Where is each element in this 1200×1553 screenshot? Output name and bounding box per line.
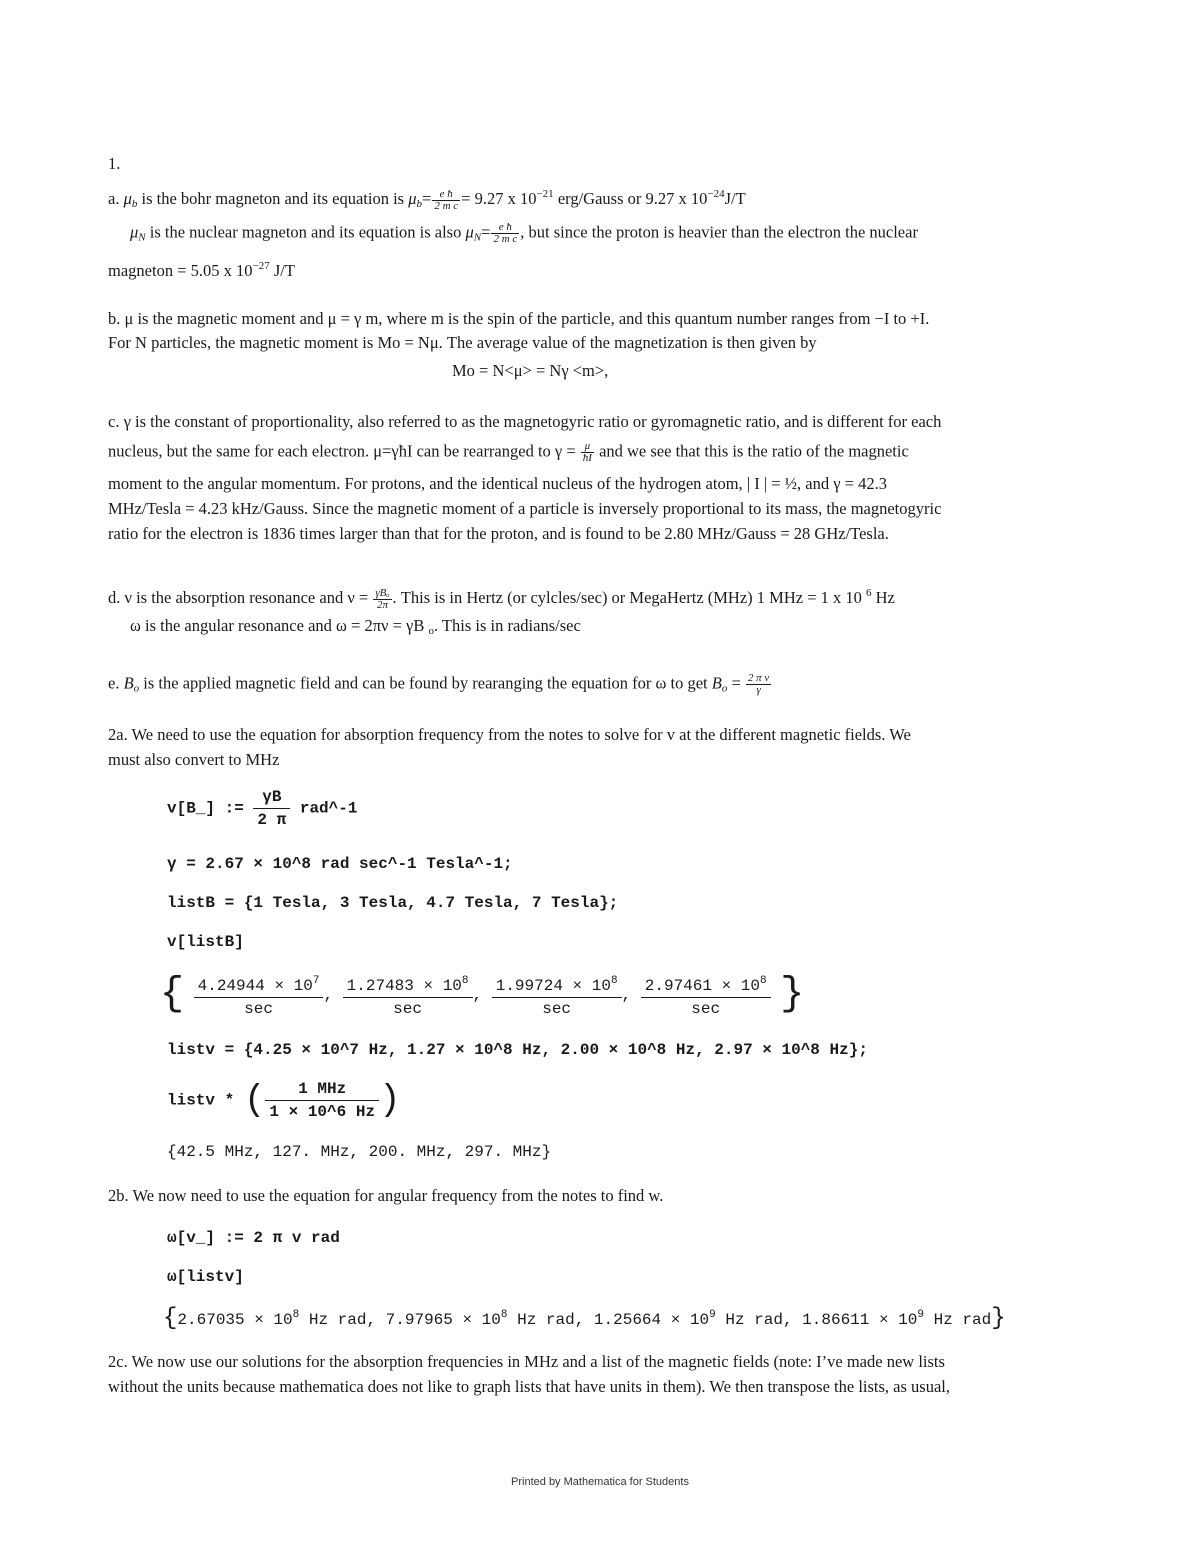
text: magneton = 5.05 x 10 — [108, 261, 253, 280]
output-fraction — [194, 970, 324, 1020]
fraction — [491, 222, 519, 245]
text: erg/Gauss or 9.27 x 10 — [553, 189, 708, 208]
fraction-denominator: 2 m c — [434, 199, 459, 212]
subscript: o — [721, 682, 728, 695]
mu-symbol: μ — [465, 222, 474, 242]
code-fraction — [253, 786, 290, 831]
close-paren: ) — [379, 1079, 401, 1121]
question-2a-line-2: must also convert to MHz — [108, 750, 280, 769]
code-output-v-listB — [160, 970, 804, 1020]
fraction-denominator: 2π — [376, 598, 388, 611]
open-brace: { — [160, 972, 185, 1017]
subscript: o — [133, 682, 140, 695]
fraction — [581, 441, 594, 464]
code-input-gamma: γ = 2.67 × 10^8 rad sec^-1 Tesla^-1; — [167, 855, 513, 873]
fraction-denominator: γ — [756, 684, 761, 696]
fraction — [432, 189, 460, 212]
part-d-line-2 — [130, 616, 581, 641]
fraction-numerator: γBₒ — [375, 586, 390, 599]
question-2b: 2b. We now need to use the equation for angular frequency from the notes to find w. — [108, 1186, 664, 1205]
fraction-numerator: e ħ — [432, 189, 460, 201]
fraction-denominator: sec — [393, 1000, 422, 1018]
fraction-numerator: γB — [253, 786, 290, 809]
code-input-listB: listB = {1 Tesla, 3 Tesla, 4.7 Tesla, 7 Tesla}; — [167, 894, 619, 912]
fraction-denominator: ħI — [582, 452, 592, 464]
part-a-line-1 — [108, 184, 746, 214]
output-fraction — [492, 970, 622, 1020]
text: nucleus, but the same for each electron. μ=γħI can be rearranged to γ = — [108, 441, 580, 461]
text: = — [727, 673, 745, 693]
page-footer: Printed by Mathematica for Students — [511, 1476, 689, 1488]
fraction-denominator: sec — [691, 1000, 721, 1018]
text: . This is in radians/sec — [433, 616, 581, 635]
output-item: $1.86611 \times 10^9$ Hz rad — [802, 1309, 992, 1329]
part-c-line-2 — [108, 441, 909, 464]
equals: = — [481, 222, 491, 242]
mu-symbol: μ — [408, 189, 417, 208]
section-number: 1. — [108, 154, 121, 173]
b-symbol: B — [123, 673, 134, 693]
fraction-numerator: $4.24944 \times 10^7$ — [194, 970, 324, 998]
text: Hz — [871, 588, 895, 607]
text: e. — [108, 673, 124, 693]
fraction-numerator: e ħ — [491, 222, 519, 234]
fraction-denominator: sec — [244, 1000, 273, 1018]
output-fraction — [343, 970, 473, 1020]
output-fraction — [641, 970, 771, 1020]
part-c-line-3: moment to the angular momentum. For protons, and the identical nucleus of the hydrogen atom, | I | = ½, and γ = 42.3 — [108, 474, 887, 493]
subscript: o — [428, 625, 434, 637]
code-input-omega-listv: ω[listv] — [167, 1268, 244, 1286]
code-input-v-definition — [167, 786, 357, 831]
code-input-listv-mhz — [167, 1078, 401, 1123]
code-text: listv * — [167, 1091, 244, 1110]
text: , but since the proton is heavier than the electron the nuclear — [520, 222, 918, 242]
text: = 9.27 x 10 — [461, 189, 537, 208]
separator: , — [621, 986, 632, 1005]
open-paren: ( — [243, 1079, 266, 1121]
label-a: a. — [108, 189, 120, 208]
separator: , — [472, 986, 483, 1005]
text: and we see that this is the ratio of the magnetic — [594, 441, 909, 461]
open-brace: { — [163, 1305, 178, 1332]
part-b-line-2: For N particles, the magnetic moment is Mo = Nμ. The average value of the magnetization is then given by — [108, 333, 817, 352]
text: . This is in Hertz (or cylcles/sec) or MegaHertz (MHz) 1 MHz = 1 x 10 — [392, 588, 867, 607]
text: is the nuclear magneton and its equation is also — [145, 222, 466, 242]
mu-subscript: b — [131, 198, 138, 210]
exponent: −21 — [536, 188, 554, 200]
code-output-omega — [163, 1305, 1006, 1330]
code-fraction — [265, 1078, 379, 1123]
part-c-line-5: ratio for the electron is 1836 times larger than that for the proton, and is found to be 2.80 MHz/Gauss = 28 GHz/Tesla. — [108, 524, 889, 543]
text: is the bohr magneton and its equation is — [137, 189, 409, 208]
part-b-equation: Mo = N<μ> = Nγ <m>, — [452, 361, 609, 380]
text: J/T — [269, 261, 295, 280]
code-input-v-listB: v[listB] — [167, 933, 244, 951]
question-2c-line-1: 2c. We now use our solutions for the absorption frequencies in MHz and a list of the magnetic fields (note: I’ve made new lists — [108, 1352, 945, 1371]
code-output-mhz: {42.5 MHz, 127. MHz, 200. MHz, 297. MHz} — [167, 1143, 552, 1161]
mu-subscript: b — [416, 198, 423, 210]
output-item: $1.25664 \times 10^9$ Hz rad, — [593, 1309, 803, 1329]
fraction — [373, 588, 391, 611]
exponent: 6 — [866, 587, 872, 599]
output-item: $7.97965 \times 10^8$ Hz rad, — [385, 1309, 594, 1329]
part-c-line-4: MHz/Tesla = 4.23 kHz/Gauss. Since the magnetic moment of a particle is inversely proportional to its mass, the magnetogyric — [108, 499, 942, 518]
mu-symbol: μ — [123, 189, 132, 208]
fraction-denominator: sec — [542, 1000, 572, 1018]
fraction-numerator: $2.97461 \times 10^8$ — [641, 970, 771, 998]
exponent: −24 — [707, 188, 725, 200]
text: J/T — [724, 189, 746, 208]
close-brace: } — [780, 972, 805, 1017]
part-c-line-1: c. γ is the constant of proportionality, also referred to as the magnetogyric ratio or gyromagnetic ratio, and is different for each — [108, 412, 942, 431]
fraction-numerator: 2 π ν — [747, 672, 770, 684]
part-b-line-1: b. μ is the magnetic moment and μ = γ m, where m is the spin of the particle, and this quantum number ranges from −I to +I. — [108, 309, 930, 328]
code-text: v[B_] := — [167, 799, 254, 818]
separator: , — [323, 986, 334, 1005]
close-brace: } — [991, 1305, 1006, 1332]
equals: = — [422, 189, 432, 208]
question-2c-line-2: without the units because mathematica does not like to graph lists that have units in them). We then transpose the lists, as usual, — [108, 1377, 950, 1396]
text: d. ν is the absorption resonance and ν = — [108, 588, 373, 607]
fraction-denominator: 2 π — [257, 811, 287, 829]
part-a-line-3 — [108, 256, 295, 281]
fraction-numerator: $1.99724 \times 10^8$ — [492, 970, 622, 998]
fraction-numerator: 1 MHz — [265, 1078, 379, 1101]
code-text: rad^-1 — [290, 799, 358, 818]
fraction-denominator: 2 m c — [493, 233, 518, 245]
part-d-line-1 — [108, 583, 895, 611]
fraction-denominator: 1 × 10^6 Hz — [269, 1103, 376, 1121]
fraction — [746, 673, 771, 696]
mu-symbol: μ — [130, 222, 139, 242]
mu-subscript: N — [138, 231, 146, 244]
text: ω is the angular resonance and ω = 2πν = γB — [130, 616, 429, 635]
fraction-numerator: μ — [581, 441, 594, 453]
output-item: $2.67035 \times 10^8$ Hz rad, — [177, 1309, 386, 1329]
part-e-line — [108, 673, 772, 698]
b-symbol: B — [711, 673, 722, 693]
mu-subscript: N — [473, 231, 482, 244]
part-a-line-2 — [130, 222, 918, 247]
code-input-omega-definition: ω[v_] := 2 π v rad — [167, 1229, 340, 1247]
text: is the applied magnetic field and can be found by rearanging the equation for ω to get — [139, 673, 712, 693]
code-input-listv: listv = {4.25 × 10^7 Hz, 1.27 × 10^8 Hz, 2.00 × 10^8 Hz, 2.97 × 10^8 Hz}; — [167, 1041, 868, 1059]
question-2a-line-1: 2a. We need to use the equation for absorption frequency from the notes to solve for v at the different magnetic fields. We — [108, 725, 911, 744]
exponent: −27 — [252, 260, 270, 272]
fraction-numerator: $1.27483 \times 10^8$ — [343, 970, 473, 998]
